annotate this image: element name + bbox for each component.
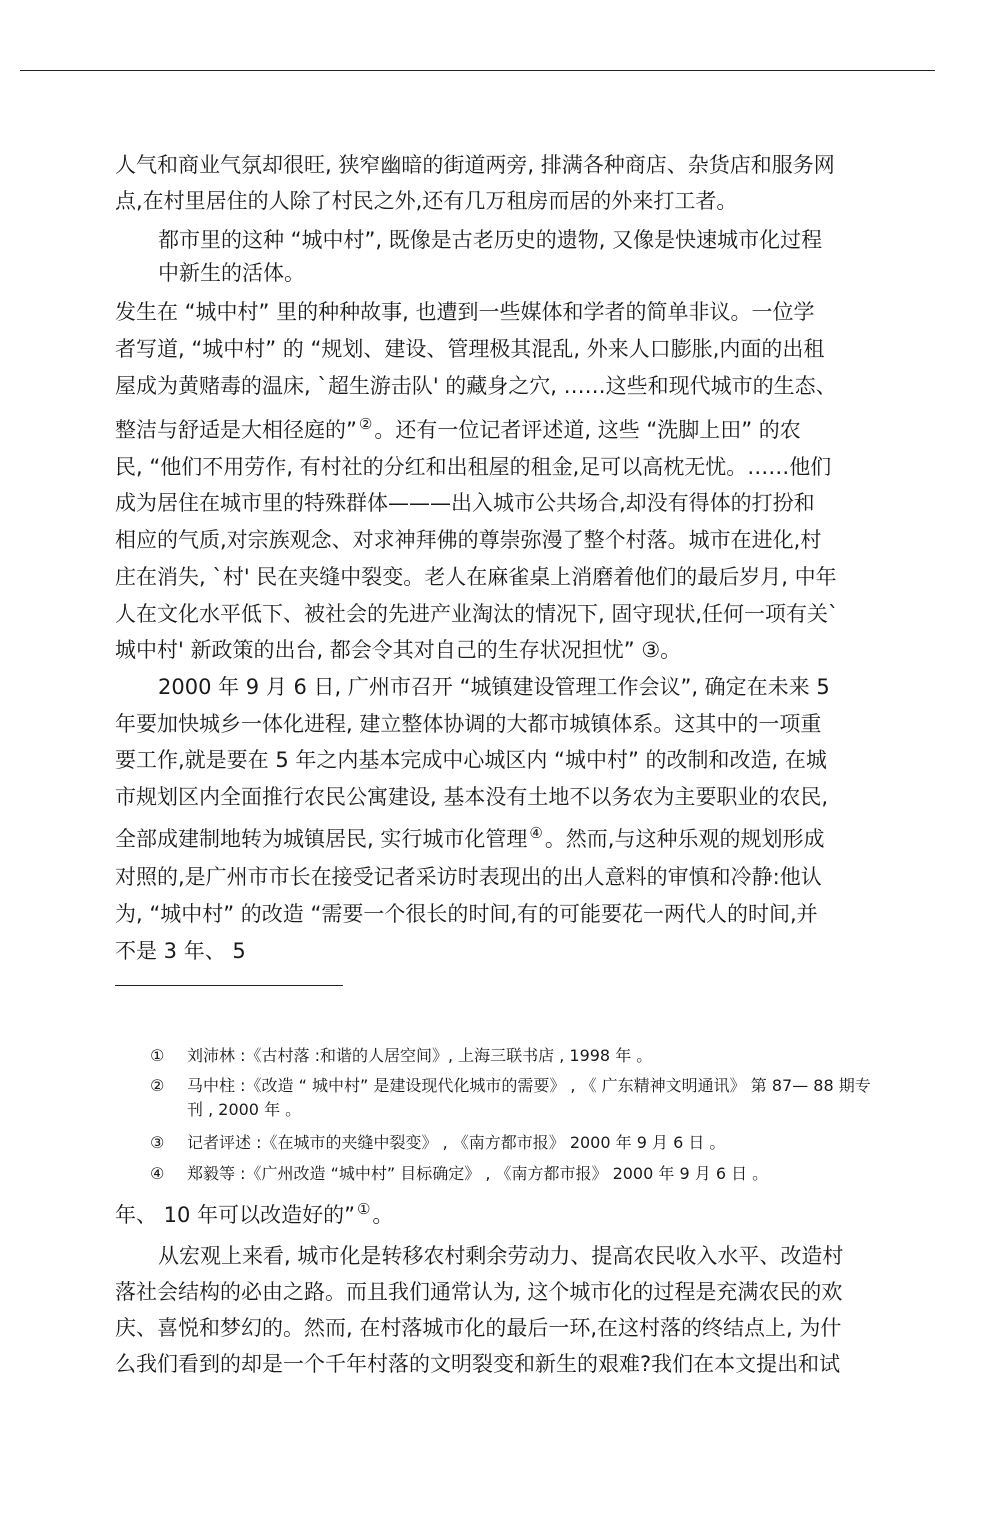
body-line: 都市里的这种 “城中村”, 既像是古老历史的遗物, 又像是快速城市化过程	[158, 228, 823, 252]
body-line: 民, “他们不用劳作, 有村社的分红和出租屋的租金,足可以高枕无忧。……他们	[115, 455, 832, 479]
body-line: 要工作,就是要在 5 年之内基本完成中心城区内 “城中村” 的改制和改造, 在城	[115, 748, 827, 772]
body-line: 中新生的活体。	[158, 261, 305, 285]
body-line: 城中村' 新政策的出台, 都会令其对自己的生存状况担忧” ③。	[115, 638, 682, 662]
body-line: 市规划区内全面推行农民公寓建设, 基本没有土地不以务农为主要职业的农民,	[115, 785, 829, 809]
footnote-mark: ①	[356, 1200, 371, 1218]
footnote-rule	[115, 985, 343, 986]
body-line	[115, 824, 825, 854]
line-text: 。然而,与这种乐观的规划形成	[544, 827, 825, 851]
body-line	[115, 415, 801, 445]
footnote	[150, 1162, 875, 1186]
body-line: 2000 年 9 月 6 日, 广州市召开 “城镇建设管理工作会议”, 确定在未来 5	[158, 675, 830, 699]
line-text: 。还有一位记者评述道, 这些 “洗脚上田” 的农	[374, 418, 801, 442]
body-line: 屋成为黄赌毒的温床, `超生游击队' 的藏身之穴, ……这些和现代城市的生态、	[115, 374, 837, 398]
body-line: 点,在村里居住的人除了村民之外,还有几万租房而居的外来打工者。	[115, 189, 738, 213]
footnote-text: 刘沛林 :《古村落 :和谐的人居空间》, 上海三联书店 , 1998 年 。	[187, 1046, 653, 1065]
line-text: 全部成建制地转为城镇居民, 实行城市化管理	[115, 827, 528, 851]
footnote-mark: ④	[529, 824, 543, 842]
footnote-number: ④	[150, 1164, 165, 1183]
body-line: 对照的,是广州市市长在接受记者采访时表现出的出人意料的审慎和冷静:他认	[115, 865, 822, 889]
body-line: 相应的气质,对宗族观念、对求神拜佛的尊崇弥漫了整个村落。城市在进化,村	[115, 528, 822, 552]
body-line: 发生在 “城中村” 里的种种故事, 也遭到一些媒体和学者的简单非议。一位学	[115, 300, 815, 324]
footnote-number: ②	[150, 1076, 165, 1095]
body-line: 庄在消失, `村' 民在夹缝中裂变。老人在麻雀桌上消磨着他们的最后岁月, 中年	[115, 565, 837, 589]
body-line: 人在文化水平低下、被社会的先进产业淘汰的情况下, 固守现状,任何一项有关`	[115, 602, 839, 626]
line-text: 年、 10 年可以改造好的”	[115, 1203, 355, 1227]
body-line: 落社会结构的必由之路。而且我们通常认为, 这个城市化的过程是充满农民的欢	[115, 1280, 843, 1304]
footnote-text: 记者评述 :《在城市的夹缝中裂变》 , 《南方都市报》 2000 年 9 月 6 日 。	[187, 1133, 726, 1152]
body-line: 年要加快城乡一体化进程, 建立整体协调的大都市城镇体系。这其中的一项重	[115, 712, 822, 736]
footnote-text: 马中柱 :《改造 “ 城中村” 是建设现代化城市的需要》 , 《 广东精神文明通讯》 第 87— 88 期专刊 , 2000 年 。	[187, 1076, 871, 1119]
body-line: 么我们看到的却是一个千年村落的文明裂变和新生的艰难?我们在本文提出和试	[115, 1352, 841, 1376]
body-line: 者写道, “城中村” 的 “规划、建设、管理极其混乱, 外来人口膨胀,内面的出租	[115, 337, 825, 361]
footnote	[150, 1044, 875, 1068]
line-text: 。	[372, 1203, 394, 1227]
footnote-number: ①	[150, 1046, 165, 1065]
body-line: 庆、喜悦和梦幻的。然而, 在村落城市化的最后一环,在这村落的终结点上, 为什	[115, 1316, 842, 1340]
body-line: 从宏观上来看, 城市化是转移农村剩余劳动力、提高农民收入水平、改造村	[158, 1244, 844, 1268]
body-line: 成为居住在城市里的特殊群体———出入城市公共场合,却没有得体的打扮和	[115, 491, 815, 515]
body-line: 人气和商业气氛却很旺, 狭窄幽暗的街道两旁, 排满各种商店、杂货店和服务网	[115, 153, 835, 177]
line-text: 整洁与舒适是大相径庭的”	[115, 418, 357, 442]
header-rule	[20, 70, 935, 71]
body-line	[115, 1200, 393, 1230]
body-line: 为, “城中村” 的改造 “需要一个很长的时间,有的可能要花一两代人的时间,并	[115, 902, 818, 926]
body-line: 不是 3 年、 5	[115, 939, 246, 963]
footnote	[150, 1131, 875, 1155]
footnote-mark: ②	[358, 415, 373, 433]
footnote-number: ③	[150, 1133, 165, 1152]
footnote	[150, 1074, 875, 1122]
footnote-text: 郑毅等 :《广州改造 “城中村” 目标确定》 , 《南方都市报》 2000 年 9 月 6 日 。	[187, 1164, 769, 1183]
